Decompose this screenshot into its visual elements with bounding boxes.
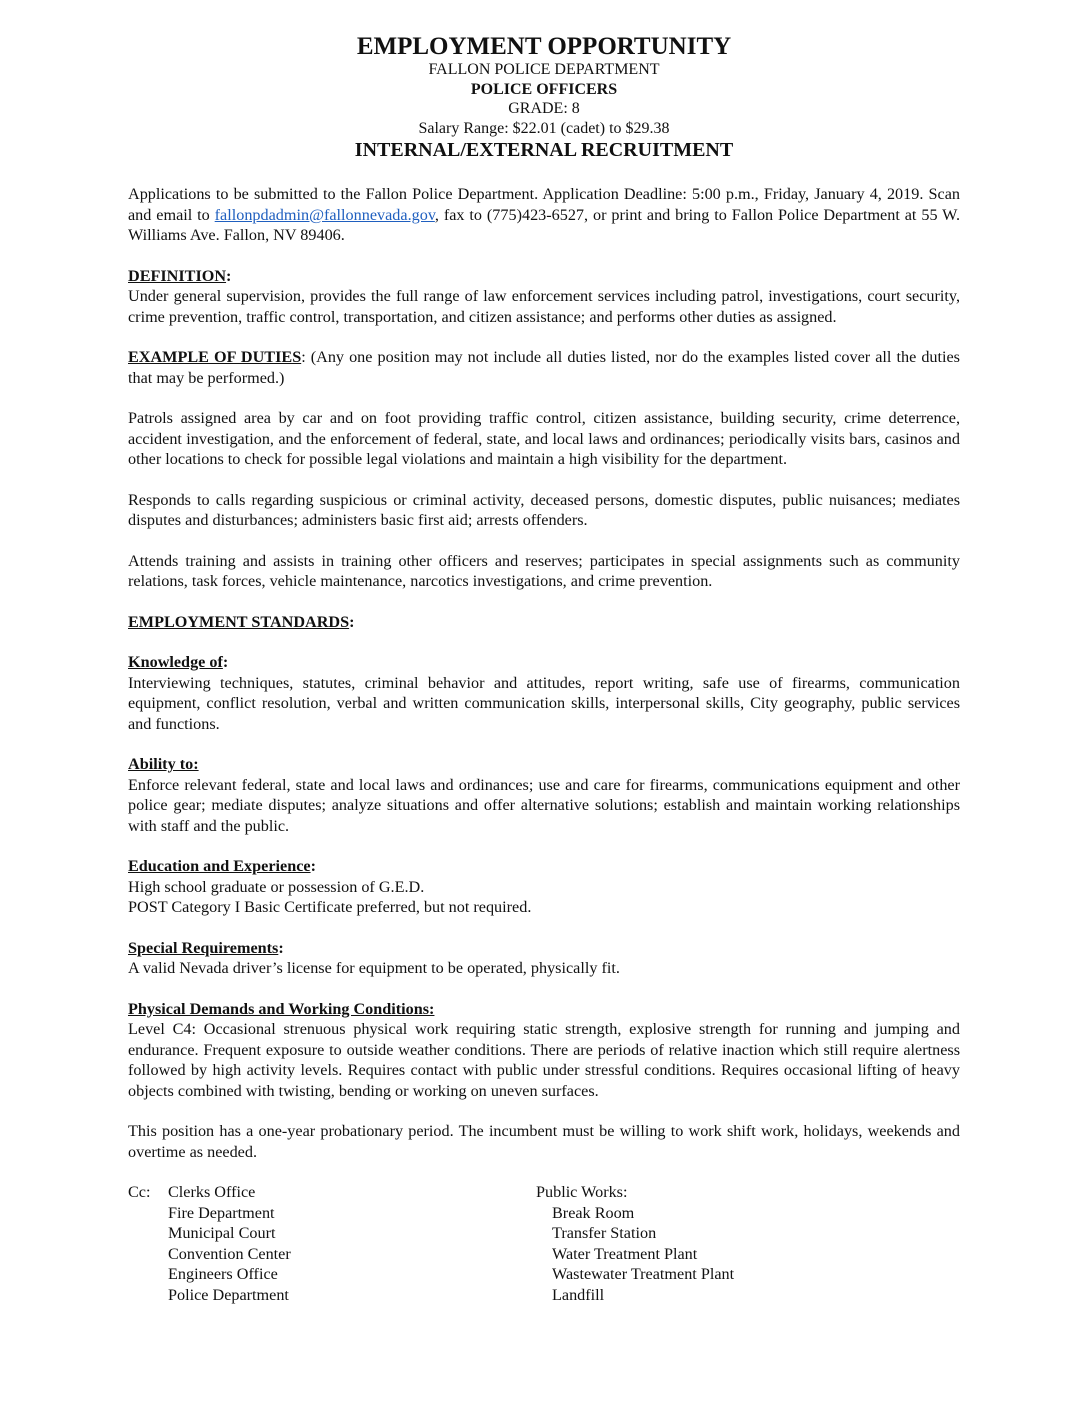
definition-heading: DEFINITION xyxy=(128,266,227,285)
application-instructions xyxy=(128,184,960,246)
cc-right-column xyxy=(536,1182,734,1305)
duties-intro-text: (Any one position may not include all duties listed, nor do the examples listed cover all the duties that may be performed.) xyxy=(128,348,960,387)
public-works-recipient: Transfer Station xyxy=(552,1224,657,1242)
physical-demands-section xyxy=(128,999,960,1102)
special-requirements-heading: Special Requirements xyxy=(128,938,279,957)
standards-colon: : xyxy=(349,612,355,631)
application-text-start: Applications to be submitted to the Fallon Police Department. Application Deadline: 5:00 p.m., Friday, January 4, 2019. Scan and email to xyxy=(128,185,960,224)
definition-text: Under general supervision, provides the full range of law enforcement services including patrol, investigations, court security, crime prevention, traffic control, transportation, and citizen assistance; and performs other duties as assigned. xyxy=(128,287,960,326)
education-heading: Education and Experience xyxy=(128,857,311,875)
cc-recipient: Convention Center xyxy=(168,1244,291,1263)
cc-label: Cc: xyxy=(128,1183,151,1201)
cc-distribution-list xyxy=(128,1182,960,1312)
page-title: EMPLOYMENT OPPORTUNITY xyxy=(356,33,732,60)
cc-left-column xyxy=(168,1182,291,1305)
ability-text: Enforce relevant federal, state and local laws and ordinances; use and care for firearms, communications equipment and other police gear; mediate disputes; analyze situations and offer alternative solutions; establish and maintain working relationships with staff and the public. xyxy=(128,775,960,835)
duty-paragraph-responds: Responds to calls regarding suspicious or criminal activity, deceased persons, domestic disputes, public nuisances; mediates disputes and disturbances; administers basic first aid; arrests offenders. xyxy=(128,490,960,529)
education-section xyxy=(128,856,960,918)
cc-recipient: Engineers Office xyxy=(168,1265,278,1283)
special-requirements-text: A valid Nevada driver’s license for equipment to be operated, physically fit. xyxy=(128,959,620,977)
ability-heading: Ability to: xyxy=(128,755,199,773)
special-requirements-colon: : xyxy=(278,938,284,957)
posting-header xyxy=(128,34,960,162)
position-title: POLICE OFFICERS xyxy=(470,80,618,98)
education-line: POST Category I Basic Certificate preferred, but not required. xyxy=(128,898,532,916)
duty-paragraph-patrol: Patrols assigned area by car and on foot providing traffic control, citizen assistance, building security, crime deterrence, accident investigation, and the enforcement of federal, state, and local laws and ordinances; periodically visits bars, casinos and other locations to check for possible legal violations and maintain a high visibility for the department. xyxy=(128,409,960,468)
duties-heading: EXAMPLE OF DUTIES xyxy=(128,348,302,366)
education-colon: : xyxy=(310,857,316,875)
knowledge-section xyxy=(128,652,960,734)
definition-section xyxy=(128,266,960,328)
knowledge-heading: Knowledge of xyxy=(128,653,223,671)
cc-recipient: Fire Department xyxy=(168,1203,275,1222)
knowledge-text: Interviewing techniques, statutes, criminal behavior and attitudes, report writing, safe use of firearms, communication equipment, conflict resolution, verbal and written communication skills, interpersonal skills, City geography, public services and functions. xyxy=(128,673,960,733)
public-works-recipient: Water Treatment Plant xyxy=(552,1244,698,1263)
standards-heading-line xyxy=(128,612,960,633)
public-works-recipient: Break Room xyxy=(552,1203,635,1222)
email-link[interactable]: fallonpdadmin@fallonnevada.gov xyxy=(214,205,435,224)
special-requirements-section xyxy=(128,938,960,979)
duties-colon: : xyxy=(301,348,306,366)
grade-line: GRADE: 8 xyxy=(508,100,580,117)
knowledge-colon: : xyxy=(222,653,229,671)
duties-intro xyxy=(128,347,960,388)
physical-demands-text: Level C4: Occasional strenuous physical work requiring static strength, explosive strength for running and jumping and endurance. Frequent exposure to outside weather conditions. There are periods of relative inaction which still require alertness followed by high activity levels. Requires contact with public under stressful conditions. Requires occasional lifting of heavy objects combined with twisting, bending or working on uneven surfaces. xyxy=(128,1020,960,1100)
public-works-recipient: Landfill xyxy=(552,1285,605,1304)
public-works-recipient: Wastewater Treatment Plant xyxy=(552,1265,735,1283)
cc-recipient: Municipal Court xyxy=(168,1224,276,1242)
definition-colon: : xyxy=(226,266,232,285)
education-line: High school graduate or possession of G.E.D. xyxy=(128,877,425,896)
ability-section xyxy=(128,754,960,836)
cc-recipient: Clerks Office xyxy=(168,1183,256,1201)
salary-range: Salary Range: $22.01 (cadet) to $29.38 xyxy=(418,119,670,137)
application-text-end: , fax to (775)423-6527, or print and bring to Fallon Police Department at 55 W. Williams Ave. Fallon, NV 89406. xyxy=(128,205,960,244)
department-name: FALLON POLICE DEPARTMENT xyxy=(428,61,660,78)
job-posting-page xyxy=(128,34,960,1312)
cc-recipient: Police Department xyxy=(168,1285,289,1304)
duty-paragraph-training: Attends training and assists in training other officers and reserves; participates in special assignments such as community relations, task forces, vehicle maintenance, narcotics investigations, and crime prevention. xyxy=(128,551,960,590)
physical-demands-heading: Physical Demands and Working Conditions: xyxy=(128,999,435,1018)
recruitment-type: INTERNAL/EXTERNAL RECRUITMENT xyxy=(354,139,734,161)
standards-heading: EMPLOYMENT STANDARDS xyxy=(128,612,350,631)
probation-paragraph: This position has a one-year probationary period. The incumbent must be willing to work shift work, holidays, weekends and overtime as needed. xyxy=(128,1122,960,1161)
public-works-heading: Public Works: xyxy=(536,1183,628,1201)
